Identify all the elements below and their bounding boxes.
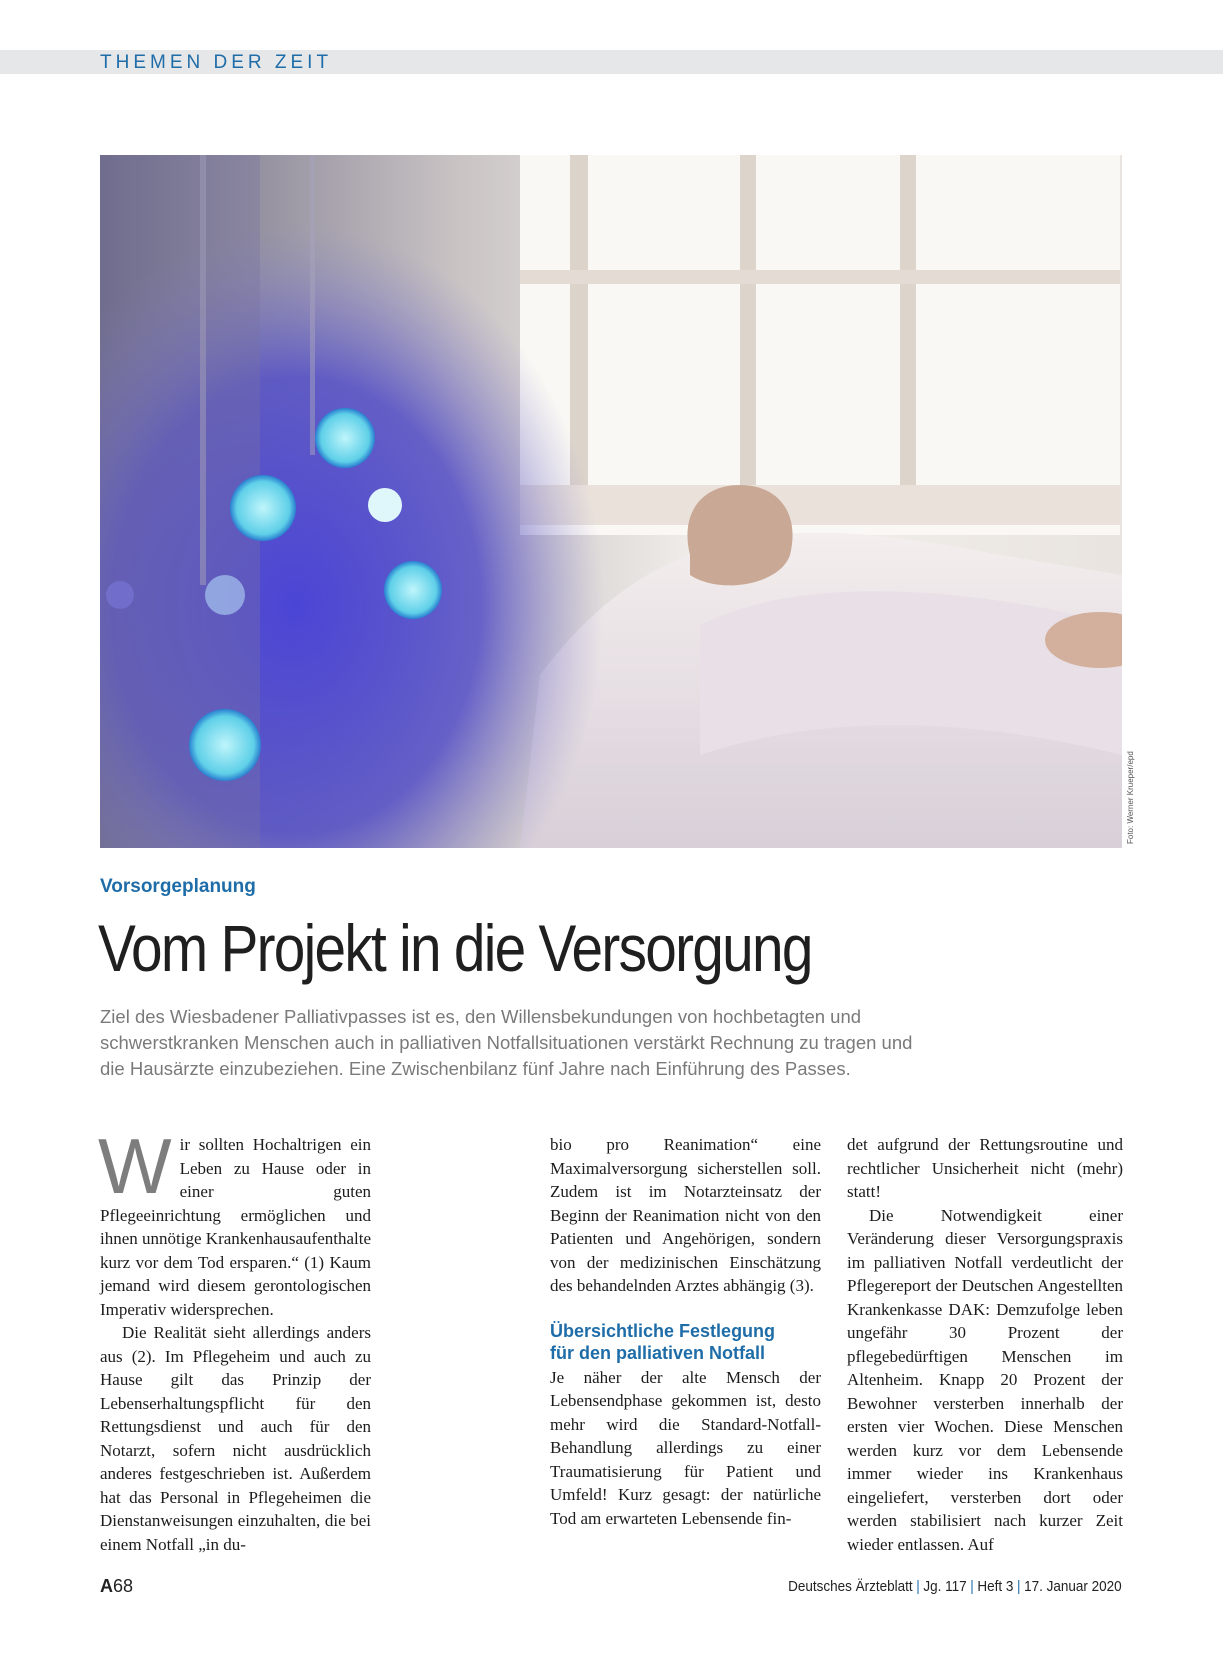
- article-kicker: Vorsorgeplanung: [100, 876, 256, 897]
- paragraph: bio pro Reanimation“ eine Maximalversorgung sicherstellen soll. Zudem ist im Notarzteinsatz der Beginn der Reanimation nicht von den Patienten und Angehörigen, sondern von der medizinischen Einschätzung des behandelnden Arztes abhängig (3).: [550, 1135, 821, 1295]
- paragraph: [98, 1122, 371, 1321]
- subheading-line: für den palliativen Notfall: [550, 1342, 766, 1363]
- page-number-value: 68: [113, 1576, 134, 1596]
- subheading: [550, 1320, 821, 1364]
- page-prefix: A: [100, 1576, 113, 1596]
- divider: |: [970, 1578, 975, 1595]
- lead-line: die Hausärzte einzubeziehen. Eine Zwischenbilanz fünf Jahre nach Einführung des Passes.: [100, 1058, 851, 1079]
- divider: |: [916, 1578, 921, 1595]
- photo-credit-text: Foto: Werner Krueper/epd: [1126, 751, 1135, 844]
- article-title: Vom Projekt in die Versorgung: [98, 911, 812, 985]
- journal-volume: Jg. 117: [923, 1578, 967, 1595]
- paragraph: Die Realität sieht allerdings anders aus (2). Im Pflegeheim und auch zu Hause gilt das Prinzip der Lebenserhaltungspflicht für den Rettungsdienst und auch für den Notarzt, sofern nicht ausdrücklich anderes festgeschrieben ist. Außerdem hat das Personal in Pflegeheimen die Dienstanweisungen einzuhalten, die bei einem Notfall „in du-: [100, 1323, 371, 1554]
- subheading-line: Übersichtliche Festlegung: [550, 1320, 776, 1341]
- text-column-2: [550, 1133, 821, 1530]
- paragraph-text: ir sollten Hochaltrigen ein Leben zu Hause oder in einer guten Pflegeeinrichtung ermöglichen und ihnen unnötige Krankenhausaufenthalte kurz vor dem Tod ersparen.“ (1) Kaum jemand wird diesem gerontologischen Imperativ widersprechen.: [100, 1135, 371, 1319]
- text-column-3: [847, 1133, 1123, 1556]
- journal-date: 17. Januar 2020: [1024, 1578, 1122, 1595]
- article-lead: [100, 1004, 1000, 1082]
- text-column-1: [98, 1122, 371, 1556]
- photo-credit: [1122, 751, 1140, 848]
- journal-footer: [788, 1578, 1122, 1595]
- journal-name: Deutsches Ärzteblatt: [788, 1578, 913, 1595]
- hero-photo: [100, 155, 1122, 848]
- lead-line: schwerstkranken Menschen auch in palliativen Notfallsituationen verstärkt Rechnung zu tragen und: [100, 1032, 913, 1053]
- hospital-bed-illustration: [100, 155, 1122, 848]
- page-number: [100, 1576, 133, 1597]
- lead-line: Ziel des Wiesbadener Palliativpasses ist es, den Willensbekundungen von hochbetagten und: [100, 1006, 862, 1027]
- paragraph: det aufgrund der Rettungsroutine und rechtlicher Unsicherheit nicht (mehr) statt!: [847, 1135, 1123, 1201]
- journal-issue: Heft 3: [977, 1578, 1014, 1595]
- section-label: THEMEN DER ZEIT: [100, 52, 333, 73]
- divider: |: [1017, 1578, 1021, 1595]
- paragraph: Die Notwendigkeit einer Veränderung dieser Versorgungspraxis im palliativen Notfall verdeutlicht der Pflegereport der Deutschen Angestellten Krankenkasse DAK: Demzufolge leben ungefähr 30 Prozent der pflegebedürftigen Menschen im Altenheim. Knapp 20 Prozent der Bewohner versterben innerhalb der ersten vier Wochen. Diese Menschen werden kurz vor dem Lebensende immer wieder ins Krankenhaus eingeliefert, versterben dort oder werden stabilisiert nach kurzer Zeit wieder entlassen. Auf: [847, 1205, 1123, 1554]
- drop-cap: W: [98, 1122, 172, 1210]
- paragraph: Je näher der alte Mensch der Lebensendphase gekommen ist, desto mehr wird die Standard-Notfall-Behandlung allerdings zu einer Traumatisierung für Patient und Umfeld! Kurz gesagt: der natürliche Tod am erwarteten Lebensende fin-: [550, 1367, 821, 1528]
